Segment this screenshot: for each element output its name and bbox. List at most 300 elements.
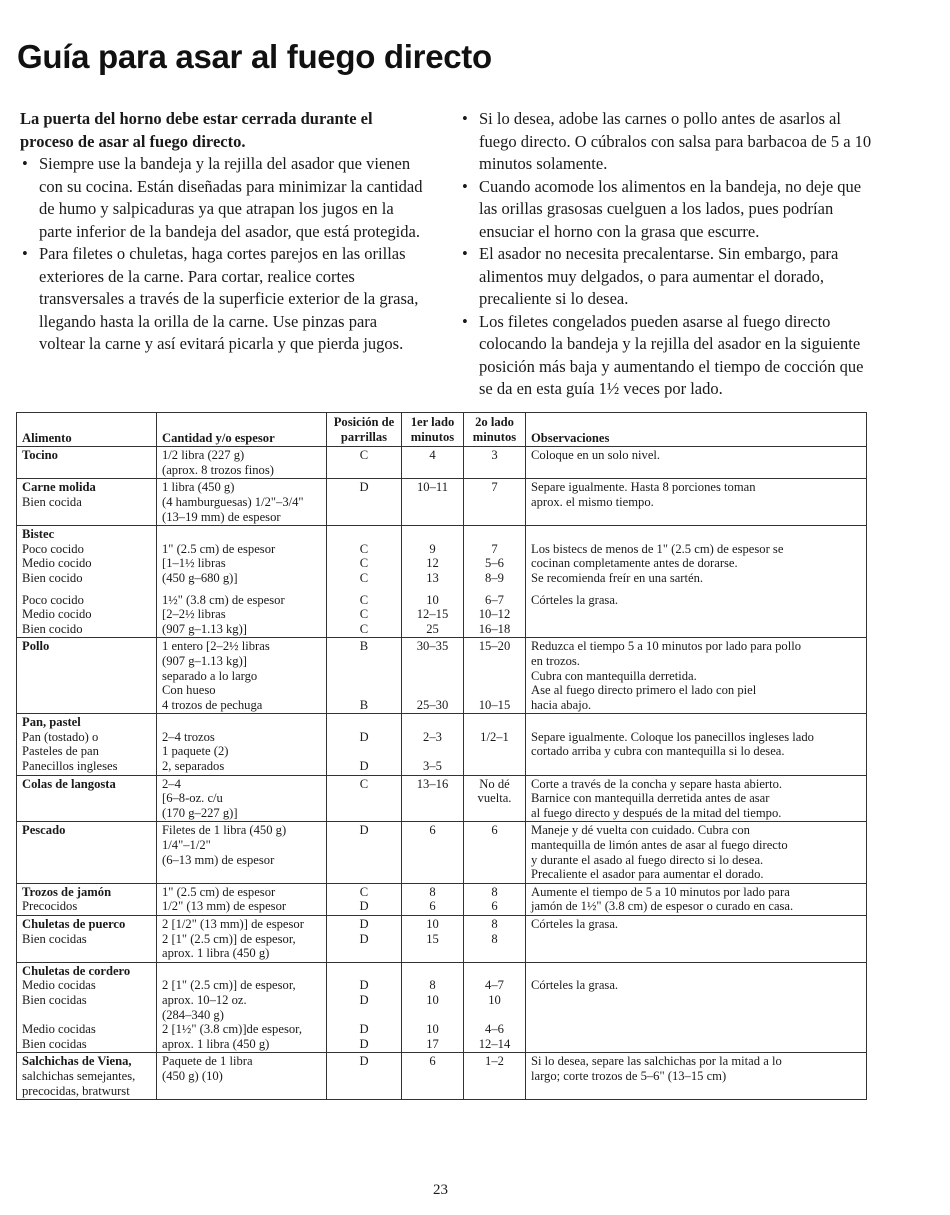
cell-line: 10–12 bbox=[478, 607, 511, 622]
side1-minutes-cell bbox=[402, 447, 464, 479]
food-cell bbox=[17, 714, 157, 775]
cell-line: 25–30 bbox=[416, 697, 449, 712]
cell-line bbox=[531, 586, 861, 593]
side2-minutes-cell bbox=[464, 916, 526, 963]
cell-line: 16–18 bbox=[478, 621, 511, 636]
side2-minutes-cell bbox=[464, 526, 526, 638]
cell-line: 1/2–1 bbox=[480, 729, 509, 744]
notes-cell bbox=[526, 638, 867, 714]
rack-position-cell bbox=[327, 962, 402, 1053]
cell-line: D bbox=[359, 978, 369, 993]
cell-line: Los bistecs de menos de 1" (2.5 cm) de espesor se bbox=[531, 541, 784, 556]
notes-cell bbox=[526, 526, 867, 638]
cell-line: 2–4 bbox=[162, 776, 181, 791]
cell-line: Salchichas de Viena, bbox=[22, 1054, 132, 1069]
cell-line: Chuletas de puerco bbox=[22, 917, 126, 931]
side2-minutes-cell bbox=[464, 883, 526, 915]
cell-line: Bien cocidas bbox=[22, 1036, 87, 1051]
table-row bbox=[17, 962, 867, 1053]
table-row bbox=[17, 714, 867, 775]
cell-line: 2 [1" (2.5 cm)] de espesor, bbox=[162, 978, 296, 993]
cell-line bbox=[469, 683, 520, 698]
cell-line: Medio cocido bbox=[22, 556, 92, 571]
cell-line bbox=[407, 527, 458, 542]
cell-line: 4–6 bbox=[485, 1022, 504, 1037]
food-cell bbox=[17, 638, 157, 714]
cell-line bbox=[469, 586, 520, 593]
cell-line: Barnice con mantequilla derretida antes de asar bbox=[531, 791, 770, 806]
side1-minutes-cell bbox=[402, 714, 464, 775]
cell-line: 6 bbox=[429, 823, 436, 838]
cell-line: Filetes de 1 libra (450 g) bbox=[162, 823, 287, 838]
food-cell bbox=[17, 883, 157, 915]
quantity-cell bbox=[157, 822, 327, 883]
side2-minutes-cell bbox=[464, 447, 526, 479]
intro-left-column bbox=[20, 108, 425, 356]
cell-line bbox=[332, 683, 396, 698]
cell-line bbox=[407, 586, 458, 593]
cell-line bbox=[162, 964, 321, 979]
intro-left-list bbox=[20, 153, 425, 356]
table-body bbox=[17, 447, 867, 1100]
cell-line: aprox. 1 libra (450 g) bbox=[162, 946, 270, 961]
cell-line bbox=[332, 586, 396, 593]
quantity-cell bbox=[157, 962, 327, 1053]
rack-position-cell bbox=[327, 883, 402, 915]
rack-position-cell bbox=[327, 714, 402, 775]
cell-line: C bbox=[359, 592, 369, 607]
cell-line: 1½" (3.8 cm) de espesor bbox=[162, 592, 285, 607]
cell-line: 13–16 bbox=[416, 776, 449, 791]
cell-line bbox=[469, 669, 520, 684]
cell-line: Medio cocidas bbox=[22, 1022, 96, 1037]
cell-line: C bbox=[359, 776, 369, 791]
cell-line bbox=[162, 715, 321, 730]
quantity-cell bbox=[157, 1053, 327, 1100]
intro-bullet: • Siempre use la bandeja y la rejilla del asador que vienen con su cocina. Están diseñadas para minimizar la cantidad de humo y salpicaduras ya que atrapan los jugos en la parte inferior de la bandeja del asador, que está protegida. bbox=[20, 153, 425, 243]
cell-line: 1" (2.5 cm) de espesor bbox=[162, 884, 276, 899]
cell-line: 8 bbox=[429, 978, 436, 993]
cell-line bbox=[332, 715, 396, 730]
cell-line: C bbox=[359, 621, 369, 636]
header-line: 1er lado bbox=[410, 415, 455, 429]
cell-line: Pollo bbox=[22, 639, 50, 654]
cell-line: Ase al fuego directo primero el lado con piel bbox=[531, 683, 757, 698]
intro-right-list bbox=[460, 108, 875, 401]
cell-line: 5–6 bbox=[485, 556, 504, 571]
cell-line: Pan, pastel bbox=[22, 715, 81, 730]
cell-line: C bbox=[359, 884, 369, 899]
cell-line: 1 libra (450 g) bbox=[162, 480, 235, 495]
cell-line: B bbox=[359, 697, 369, 712]
food-cell bbox=[17, 479, 157, 526]
rack-position-cell bbox=[327, 526, 402, 638]
cell-line: 2–3 bbox=[423, 729, 442, 744]
cell-line: 6–7 bbox=[485, 592, 504, 607]
header-side2-minutes bbox=[464, 413, 526, 447]
cell-line: 4 trozos de pechuga bbox=[162, 697, 263, 712]
cell-line: C bbox=[359, 556, 369, 571]
table-row bbox=[17, 916, 867, 963]
cell-line: 2 [1" (2.5 cm)] de espesor, bbox=[162, 931, 296, 946]
cell-line: 6 bbox=[491, 899, 498, 914]
cell-line bbox=[332, 744, 396, 759]
header-side1-minutes bbox=[402, 413, 464, 447]
food-cell bbox=[17, 447, 157, 479]
cell-line: C bbox=[359, 607, 369, 622]
cell-line: [6–8-oz. c/u bbox=[162, 791, 223, 806]
side1-minutes-cell bbox=[402, 775, 464, 822]
cell-line: 10 bbox=[426, 917, 439, 931]
notes-cell bbox=[526, 883, 867, 915]
cell-line: Separe igualmente. Hasta 8 porciones toman bbox=[531, 480, 756, 495]
cell-line: 2 [1½" (3.8 cm)]de espesor, bbox=[162, 1022, 302, 1037]
cell-line: 9 bbox=[429, 541, 436, 556]
table-row bbox=[17, 822, 867, 883]
cell-line bbox=[469, 715, 520, 730]
cell-line: Panecillos ingleses bbox=[22, 759, 118, 774]
cell-line: 10–15 bbox=[478, 697, 511, 712]
cell-line: (4 hamburguesas) 1/2"–3/4" bbox=[162, 494, 304, 509]
cell-line: D bbox=[359, 759, 369, 774]
cell-line bbox=[469, 527, 520, 542]
cell-line: Trozos de jamón bbox=[22, 884, 112, 899]
cell-line: Precocidos bbox=[22, 899, 78, 914]
cell-line bbox=[332, 669, 396, 684]
cell-line bbox=[332, 1008, 396, 1023]
cell-line bbox=[469, 654, 520, 669]
cell-line: 8 bbox=[429, 884, 436, 899]
cell-line: 6 bbox=[491, 823, 498, 838]
cell-line: separado a lo largo bbox=[162, 668, 258, 683]
cell-line: Bistec bbox=[22, 527, 55, 542]
side1-minutes-cell bbox=[402, 479, 464, 526]
cell-line: 8 bbox=[491, 884, 498, 899]
cell-line: Precaliente el asador para aumentar el dorado. bbox=[531, 867, 764, 882]
table-row bbox=[17, 883, 867, 915]
cell-line: Paquete de 1 libra bbox=[162, 1054, 253, 1069]
cell-line: C bbox=[359, 448, 369, 463]
table-header-row bbox=[17, 413, 867, 447]
side2-minutes-cell bbox=[464, 1053, 526, 1100]
cell-line bbox=[332, 527, 396, 542]
table-row bbox=[17, 775, 867, 822]
cell-line: 1" (2.5 cm) de espesor bbox=[162, 541, 276, 556]
page-number: 23 bbox=[433, 1182, 448, 1198]
intro-lead: La puerta del horno debe estar cerrada durante el proceso de asar al fuego directo. bbox=[20, 109, 373, 151]
cell-line: Medio cocido bbox=[22, 607, 92, 622]
cell-line: Tocino bbox=[22, 448, 58, 463]
side1-minutes-cell bbox=[402, 962, 464, 1053]
side1-minutes-cell bbox=[402, 883, 464, 915]
cell-line: 15 bbox=[426, 931, 439, 946]
cell-line: Aumente el tiempo de 5 a 10 minutos por lado para bbox=[531, 884, 790, 899]
cell-line bbox=[332, 964, 396, 979]
side2-minutes-cell bbox=[464, 962, 526, 1053]
cell-line: hacia abajo. bbox=[531, 697, 592, 712]
cell-line: 1 entero [2–2½ libras bbox=[162, 639, 270, 654]
cell-line: Pescado bbox=[22, 823, 66, 838]
cell-line bbox=[22, 1008, 151, 1023]
cell-line bbox=[407, 683, 458, 698]
cell-line: 17 bbox=[426, 1036, 439, 1051]
cell-line: 1/2 libra (227 g) bbox=[162, 448, 245, 463]
cell-line: 12–14 bbox=[478, 1036, 511, 1051]
cell-line: Se recomienda freír en una sartén. bbox=[531, 570, 704, 585]
header-notes: Observaciones bbox=[526, 413, 867, 447]
cell-line: Pasteles de pan bbox=[22, 744, 99, 759]
cell-line: Bien cocido bbox=[22, 570, 83, 585]
cell-line bbox=[407, 964, 458, 979]
quantity-cell bbox=[157, 714, 327, 775]
cell-line bbox=[469, 1008, 520, 1023]
header-line: parrillas bbox=[340, 429, 388, 444]
cell-line: Bien cocidas bbox=[22, 992, 87, 1007]
cell-line: Córteles la grasa. bbox=[531, 917, 619, 931]
side2-minutes-cell bbox=[464, 479, 526, 526]
cell-line bbox=[407, 715, 458, 730]
cell-line bbox=[162, 586, 321, 593]
intro-bullet: • Los filetes congelados pueden asarse al fuego directo colocando la bandeja y la rejilla del asador en la siguiente posición más baja y aumentando el tiempo de cocción que se da en esta guía 1½ veces por lado. bbox=[460, 311, 875, 401]
cell-line: Colas de langosta bbox=[22, 776, 116, 791]
cell-line: D bbox=[359, 1036, 369, 1051]
cell-line: 8–9 bbox=[485, 570, 504, 585]
cell-line: aprox. el mismo tiempo. bbox=[531, 494, 654, 509]
cell-line: Bien cocido bbox=[22, 621, 83, 636]
intro-bullet: • Cuando acomode los alimentos en la bandeja, no deje que las orillas grasosas cuelguen a los lados, pues podrían ensuciar el horno con la grasa que escurre. bbox=[460, 176, 875, 244]
cell-line: precocidas, bratwurst bbox=[22, 1083, 130, 1098]
cell-line: C bbox=[359, 541, 369, 556]
quantity-cell bbox=[157, 883, 327, 915]
cell-line: (aprox. 8 trozos finos) bbox=[162, 462, 274, 477]
cell-line: salchichas semejantes, bbox=[22, 1068, 136, 1083]
intro-right-column bbox=[460, 108, 875, 401]
cell-line: (907 g–1.13 kg)] bbox=[162, 621, 247, 636]
quantity-cell bbox=[157, 916, 327, 963]
cell-line: Córteles la grasa. bbox=[531, 592, 619, 607]
notes-cell bbox=[526, 775, 867, 822]
cell-line: cocinan completamente antes de dorarse. bbox=[531, 556, 738, 571]
cell-line: Maneje y dé vuelta con cuidado. Cubra con bbox=[531, 823, 750, 838]
cell-line: 12 bbox=[426, 556, 439, 571]
cell-line: D bbox=[359, 480, 369, 495]
cell-line: mantequilla de limón antes de asar al fuego directo bbox=[531, 838, 788, 853]
food-cell bbox=[17, 526, 157, 638]
side1-minutes-cell bbox=[402, 526, 464, 638]
cell-line: 1/2" (13 mm) de espesor bbox=[162, 899, 287, 914]
header-rack-position bbox=[327, 413, 402, 447]
cell-line bbox=[162, 527, 321, 542]
cell-line: 1–2 bbox=[485, 1054, 504, 1069]
cell-line: y durante el asado al fuego directo si lo desea. bbox=[531, 852, 764, 867]
cell-line: (450 g–680 g)] bbox=[162, 570, 238, 585]
notes-cell bbox=[526, 447, 867, 479]
side1-minutes-cell bbox=[402, 638, 464, 714]
cell-line: D bbox=[359, 899, 369, 914]
rack-position-cell bbox=[327, 822, 402, 883]
cell-line: C bbox=[359, 570, 369, 585]
cell-line: No dé bbox=[479, 776, 510, 791]
cell-line: 8 bbox=[491, 917, 498, 931]
cell-line: (6–13 mm) de espesor bbox=[162, 852, 275, 867]
cell-line: 4 bbox=[429, 448, 436, 463]
cell-line: en trozos. bbox=[531, 653, 580, 668]
rack-position-cell bbox=[327, 775, 402, 822]
cell-line: D bbox=[359, 823, 369, 838]
cell-line: 10–11 bbox=[416, 480, 449, 495]
rack-position-cell bbox=[327, 1053, 402, 1100]
quantity-cell bbox=[157, 638, 327, 714]
notes-cell bbox=[526, 1053, 867, 1100]
cell-line: 10 bbox=[426, 592, 439, 607]
cell-line: largo; corte trozos de 5–6" (13–15 cm) bbox=[531, 1068, 727, 1083]
cell-line bbox=[407, 1008, 458, 1023]
header-food: Alimento bbox=[17, 413, 157, 447]
cell-line bbox=[531, 715, 861, 730]
cell-line: cortado arriba y cubra con mantequilla si lo desea. bbox=[531, 744, 785, 759]
cell-line: 2 [1/2" (13 mm)] de espesor bbox=[162, 917, 304, 931]
cell-line: 3–5 bbox=[423, 759, 442, 774]
cell-line bbox=[22, 586, 151, 593]
cell-line: 30–35 bbox=[416, 639, 449, 654]
cell-line: Con hueso bbox=[162, 683, 216, 698]
cell-line: D bbox=[359, 992, 369, 1007]
cell-line: al fuego directo y después de la mitad del tiempo. bbox=[531, 805, 782, 820]
cell-line: Poco cocido bbox=[22, 592, 84, 607]
side2-minutes-cell bbox=[464, 822, 526, 883]
page-title: Guía para asar al fuego directo bbox=[17, 38, 492, 75]
intro-bullet: • Para filetes o chuletas, haga cortes parejos en las orillas exteriores de la carne. Para cortar, realice cortes transversales a través de la superficie exterior de la grasa, llegando hasta la orilla de la carne. Use pinzas para voltear la carne y así evitará picarla y que pierda jugos. bbox=[20, 243, 425, 356]
side1-minutes-cell bbox=[402, 1053, 464, 1100]
header-line: 2o lado bbox=[475, 415, 514, 429]
cell-line: vuelta. bbox=[477, 791, 512, 806]
cell-line: jamón de 1½" (3.8 cm) de espesor o curado en casa. bbox=[531, 899, 794, 914]
cell-line: 3 bbox=[491, 448, 498, 463]
cell-line: B bbox=[359, 639, 369, 654]
table-row bbox=[17, 479, 867, 526]
cell-line: Bien cocidas bbox=[22, 931, 87, 946]
cell-line: [2–2½ libras bbox=[162, 607, 226, 622]
cell-line: D bbox=[359, 931, 369, 946]
cell-line: 7 bbox=[491, 541, 498, 556]
header-line: Posición de bbox=[333, 415, 395, 429]
quantity-cell bbox=[157, 775, 327, 822]
cell-line bbox=[469, 964, 520, 979]
notes-cell bbox=[526, 962, 867, 1053]
cell-line: D bbox=[359, 729, 369, 744]
cell-line: aprox. 1 libra (450 g) bbox=[162, 1036, 270, 1051]
quantity-cell bbox=[157, 479, 327, 526]
cell-line: 2–4 trozos bbox=[162, 729, 215, 744]
cell-line bbox=[407, 654, 458, 669]
cell-line bbox=[407, 669, 458, 684]
table-row bbox=[17, 447, 867, 479]
cell-line: Separe igualmente. Coloque los panecillos ingleses lado bbox=[531, 729, 814, 744]
cell-line: 10 bbox=[488, 992, 501, 1007]
side2-minutes-cell bbox=[464, 638, 526, 714]
cell-line: Pan (tostado) o bbox=[22, 729, 99, 744]
table-row bbox=[17, 1053, 867, 1100]
cell-line: Córteles la grasa. bbox=[531, 978, 619, 993]
cell-line: 6 bbox=[429, 899, 436, 914]
rack-position-cell bbox=[327, 447, 402, 479]
food-cell bbox=[17, 775, 157, 822]
side2-minutes-cell bbox=[464, 714, 526, 775]
notes-cell bbox=[526, 822, 867, 883]
cell-line: Poco cocido bbox=[22, 541, 84, 556]
cell-line: D bbox=[359, 1022, 369, 1037]
cell-line: (284–340 g) bbox=[162, 1007, 224, 1022]
cell-line: (170 g–227 g)] bbox=[162, 805, 238, 820]
intro-bullet: • Si lo desea, adobe las carnes o pollo antes de asarlos al fuego directo. O cúbralos con salsa para barbacoa de 5 a 10 minutos solamente. bbox=[460, 108, 875, 176]
cell-line: Si lo desea, separe las salchichas por la mitad a lo bbox=[531, 1054, 782, 1069]
cell-line: 13 bbox=[426, 570, 439, 585]
rack-position-cell bbox=[327, 916, 402, 963]
cell-line: D bbox=[359, 1054, 369, 1069]
quantity-cell bbox=[157, 447, 327, 479]
cell-line: Corte a través de la concha y separe hasta abierto. bbox=[531, 776, 783, 791]
side1-minutes-cell bbox=[402, 916, 464, 963]
cell-line: Cubra con mantequilla derretida. bbox=[531, 668, 697, 683]
side2-minutes-cell bbox=[464, 775, 526, 822]
table-row bbox=[17, 638, 867, 714]
cell-line: 15–20 bbox=[478, 639, 511, 654]
cell-line: 1 paquete (2) bbox=[162, 744, 229, 759]
cell-line: 7 bbox=[491, 480, 498, 495]
cell-line: Reduzca el tiempo 5 a 10 minutos por lado para pollo bbox=[531, 639, 801, 654]
cell-line: 2, separados bbox=[162, 759, 225, 774]
quantity-cell bbox=[157, 526, 327, 638]
header-line: minutos bbox=[472, 429, 517, 444]
cell-line: (907 g–1.13 kg)] bbox=[162, 653, 247, 668]
cell-line: 1/4"–1/2" bbox=[162, 838, 211, 853]
cell-line: (13–19 mm) de espesor bbox=[162, 509, 281, 524]
cell-line: 12–15 bbox=[416, 607, 449, 622]
cell-line bbox=[531, 527, 861, 542]
header-line: minutos bbox=[410, 429, 455, 444]
food-cell bbox=[17, 962, 157, 1053]
cell-line: (450 g) (10) bbox=[162, 1068, 223, 1083]
cell-line: 10 bbox=[426, 992, 439, 1007]
table-row bbox=[17, 526, 867, 638]
cell-line: Medio cocidas bbox=[22, 978, 96, 993]
cell-line: Bien cocida bbox=[22, 494, 82, 509]
cell-line bbox=[407, 744, 458, 759]
cell-line bbox=[332, 654, 396, 669]
cell-line bbox=[531, 964, 861, 979]
intro-bullet: • El asador no necesita precalentarse. Sin embargo, para alimentos muy delgados, o para aumentar el dorado, precaliente si lo desea. bbox=[460, 243, 875, 311]
cell-line: 25 bbox=[426, 621, 439, 636]
side1-minutes-cell bbox=[402, 822, 464, 883]
cell-line: 10 bbox=[426, 1022, 439, 1037]
cell-line: D bbox=[359, 917, 369, 931]
cell-line: [1–1½ libras bbox=[162, 556, 226, 571]
notes-cell bbox=[526, 479, 867, 526]
notes-cell bbox=[526, 714, 867, 775]
cell-line: 4–7 bbox=[485, 978, 504, 993]
food-cell bbox=[17, 916, 157, 963]
cell-line: 8 bbox=[491, 931, 498, 946]
food-cell bbox=[17, 1053, 157, 1100]
food-cell bbox=[17, 822, 157, 883]
cell-line: Coloque en un solo nivel. bbox=[531, 448, 661, 463]
cell-line: Carne molida bbox=[22, 480, 96, 495]
broil-guide-table bbox=[16, 412, 867, 1100]
cell-line: aprox. 10–12 oz. bbox=[162, 992, 247, 1007]
cell-line: Chuletas de cordero bbox=[22, 963, 131, 978]
rack-position-cell bbox=[327, 638, 402, 714]
notes-cell bbox=[526, 916, 867, 963]
